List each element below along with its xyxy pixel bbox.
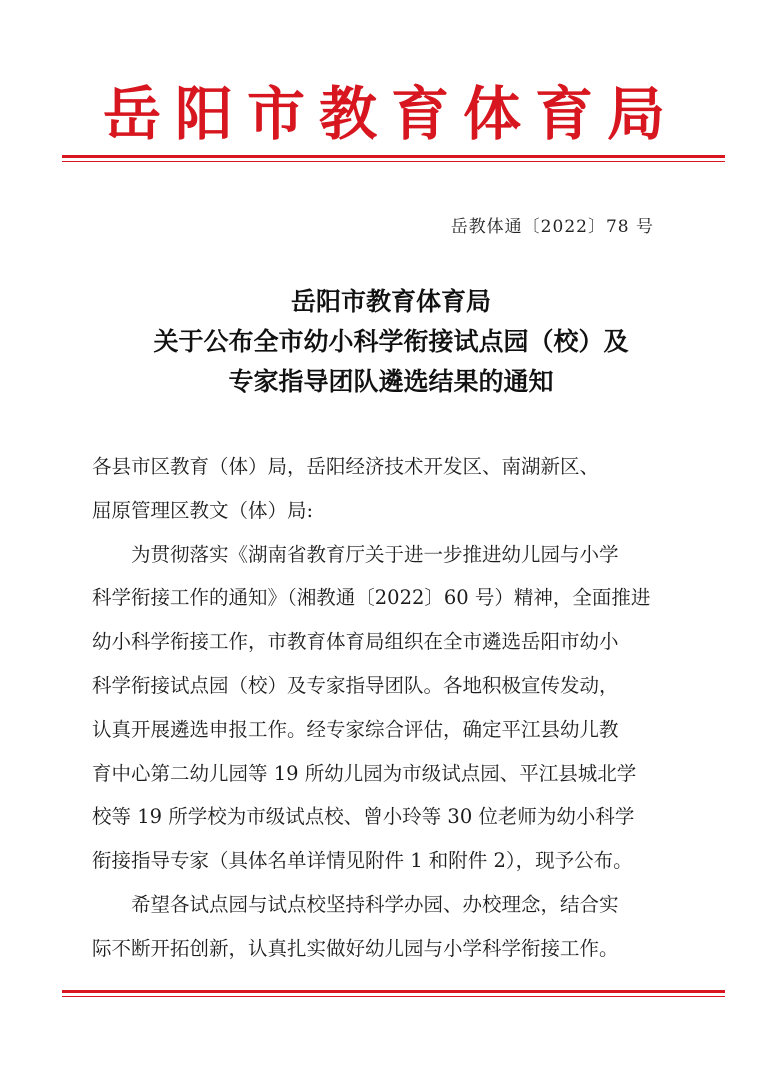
paragraph-line: 为贯彻落实《湖南省教育厅关于进一步推进幼儿园与小学 [131,542,619,566]
title-line-3: 专家指导团队遴选结果的通知 [228,367,554,396]
paragraph-1 [92,533,702,883]
paragraph-line: 幼小科学衔接工作，市教育体育局组织在全市遴选岳阳市幼小 [92,630,619,654]
paragraph-line: 育中心第二幼儿园等 19 所幼儿园为市级试点园、平江县城北学 [92,761,637,785]
footer-red-rule-thick [62,990,725,993]
masthead-red-rule-thin [62,161,725,162]
title-line-2: 关于公布全市幼小科学衔接试点园（校）及 [153,327,629,356]
paragraph-line: 科学衔接试点园（校）及专家指导团队。各地积极宣传发动， [92,673,619,697]
paragraph-line: 际不断开拓创新，认真扎实做好幼儿园与小学科学衔接工作。 [92,936,619,960]
paragraph-line: 希望各试点园与试点校坚持科学办园、办校理念，结合实 [131,892,619,916]
addressee [92,445,702,533]
document-body [92,445,702,971]
paragraph-line: 校等 19 所学校为市级试点校、曾小玲等 30 位老师为幼小科学 [92,805,635,829]
title-line-1: 岳阳市教育体育局 [290,287,491,316]
footer-red-rule-thin [62,996,725,997]
addressee-line: 各县市区教育（体）局，岳阳经济技术开发区、南湖新区、 [92,455,600,478]
masthead-red-rule-thick [62,155,725,158]
document-number: 岳教体通〔2022〕78 号 [450,217,654,237]
paragraph-line: 认真开展遴选申报工作。经专家综合评估，确定平江县幼儿教 [92,717,619,741]
document-title [60,282,722,402]
paragraph-line: 科学衔接工作的通知》（湘教通〔2022〕60 号）精神，全面推进 [92,586,651,610]
paragraph-2 [92,883,702,971]
paragraph-line: 衔接指导专家（具体名单详情见附件 1 和附件 2），现予公布。 [92,849,633,873]
addressee-line: 屈原管理区教文（体）局: [92,498,314,522]
masthead-org-name: 岳阳市教育体育局 [102,80,679,148]
